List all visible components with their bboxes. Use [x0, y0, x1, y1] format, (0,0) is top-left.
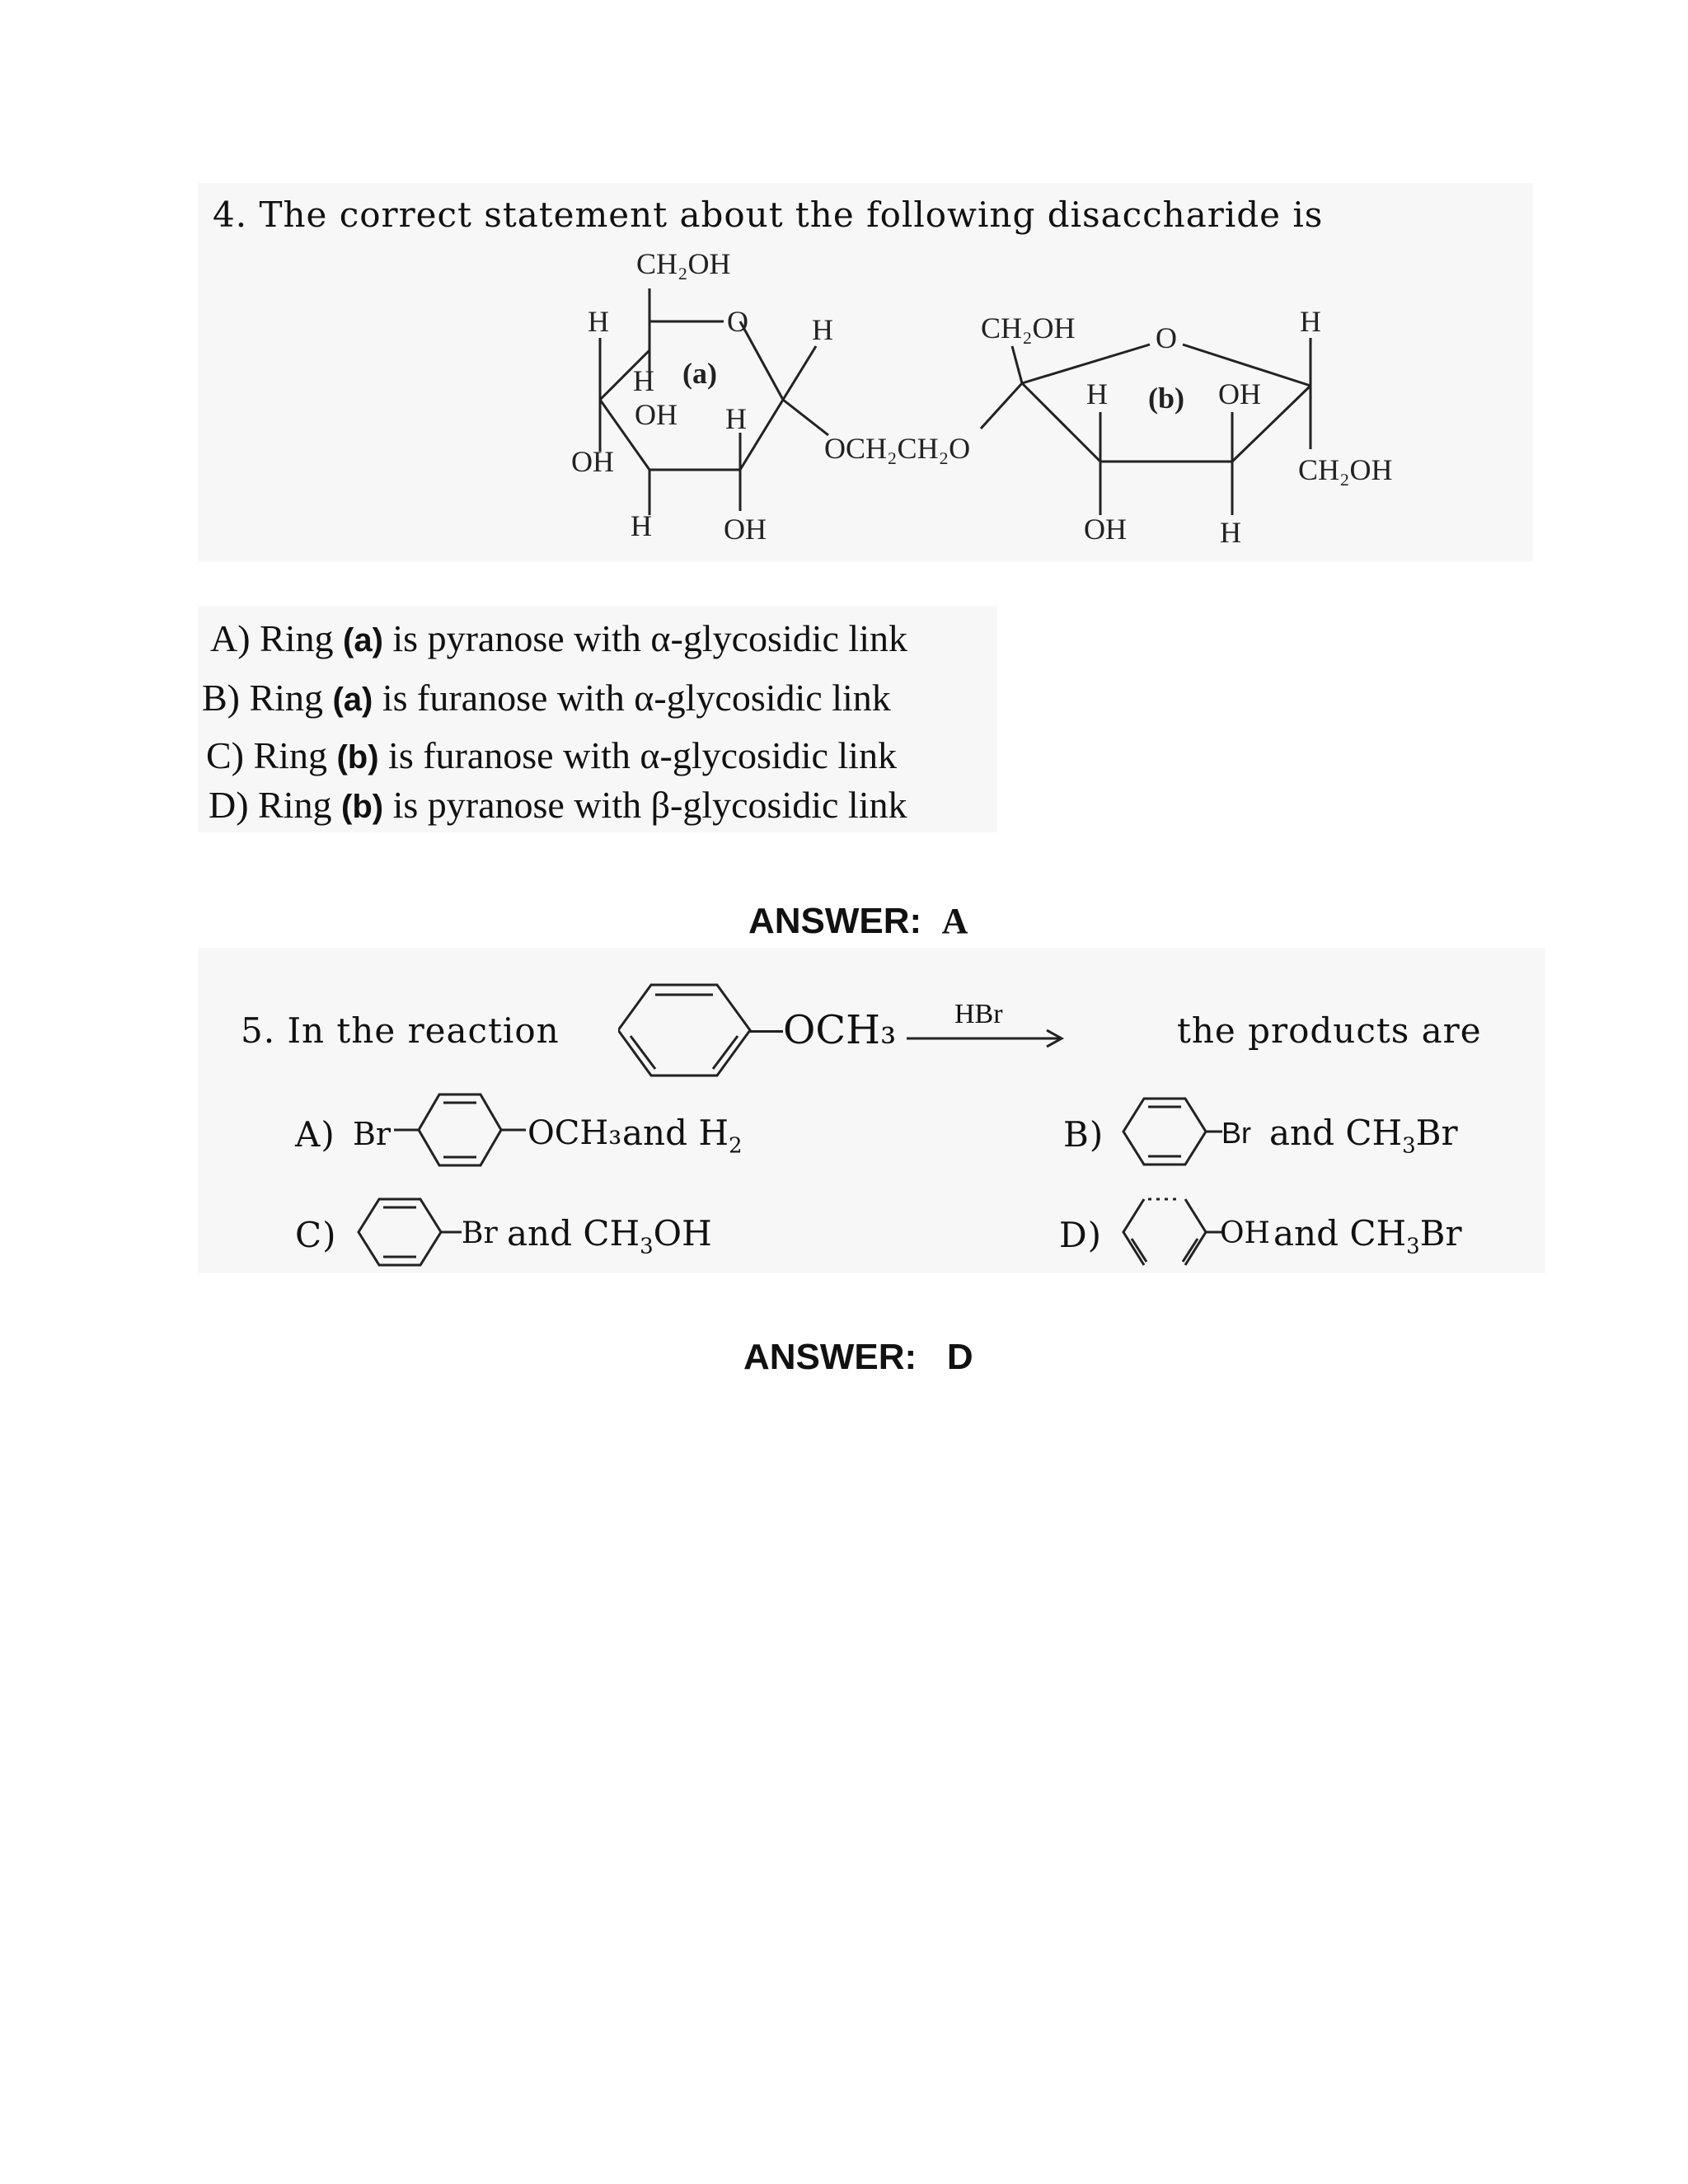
q4-option-a[interactable]: A) Ring (a) is pyranose with α-glycosidic link [210, 617, 907, 659]
ring-a-oxygen-label: O [727, 305, 748, 338]
q5-option-c-sub: Br [462, 1216, 498, 1250]
oh-left-label: OH [571, 445, 614, 478]
oh-c3-label: OH [635, 398, 678, 431]
ch2oh-ring-b-label: CH₂OH [981, 312, 1076, 344]
ring-b-oxygen-label: O [1156, 321, 1177, 354]
ch2oh-right-label: CH₂OH [1298, 453, 1393, 486]
q5-option-d-and: and $CH_3Br$ [1273, 1213, 1462, 1259]
q4-option-b[interactable]: B) Ring (a) is furanose with α-glycosidic link [202, 677, 891, 719]
q5-number: 5. [241, 1010, 276, 1051]
q5-question [241, 1010, 560, 1051]
q4-question [213, 194, 1323, 235]
q4-answer [748, 900, 968, 942]
q5-option-b-letter[interactable]: B) [1063, 1114, 1104, 1155]
q5-option-a-sub: OCH₃ [528, 1114, 622, 1152]
q5-option-c-ring [350, 1193, 466, 1275]
q4-option-c[interactable]: C) Ring (b) is furanose with α-glycosidic link [206, 734, 897, 776]
h-bottom-left-label: H [631, 509, 652, 542]
anisole-benzene-ring [618, 977, 783, 1092]
disaccharide-structure [198, 239, 1533, 560]
q5-option-a-letter[interactable]: A) [295, 1114, 335, 1155]
q4-answer-value: A [941, 901, 968, 941]
oh-bottom-label: OH [724, 513, 767, 546]
linker-label: OCH₂CH₂O [824, 432, 971, 465]
h-ring-b-bottom-label: H [1220, 516, 1241, 549]
q5-option-a-and: and $H_2$ [622, 1113, 743, 1159]
ring-b-label: (b) [1148, 382, 1184, 415]
q5-answer [743, 1337, 973, 1378]
h-ring-b-left-label: H [1086, 377, 1108, 410]
q5-reagent: HBr [954, 999, 1003, 1029]
q5-question-text: In the reaction [287, 1010, 560, 1051]
q4-question-text: The correct statement about the following disaccharide is [259, 194, 1324, 235]
q5-option-b-sub: Br [1221, 1116, 1251, 1150]
ch2oh-top-label: CH₂OH [636, 247, 731, 280]
q5-option-a-prefix: Br [353, 1116, 392, 1152]
q5-answer-label: ANSWER: [743, 1337, 917, 1377]
anomeric-h-label: H [812, 313, 833, 346]
h-top-right-label: H [1300, 305, 1321, 338]
h-c4-label: H [633, 364, 654, 397]
q5-option-d-sub: OH [1220, 1216, 1270, 1250]
ring-a-label: (a) [682, 357, 717, 390]
q5-option-c-and: and $CH_3OH$ [507, 1213, 712, 1259]
q5-option-b-and: and $CH_3Br$ [1269, 1113, 1458, 1159]
q5-option-c-letter[interactable]: C) [295, 1215, 337, 1255]
q5-tail-text: the products are [1177, 1010, 1482, 1051]
anisole-bond [750, 1030, 783, 1033]
q5-substituent: OCH₃ [783, 1007, 897, 1053]
h-c2-label: H [725, 402, 747, 435]
q5-answer-value: D [946, 1337, 973, 1377]
q5-option-d-letter[interactable]: D) [1059, 1215, 1103, 1255]
h-upper-left-label: H [588, 305, 609, 338]
q4-number: 4. [213, 194, 248, 235]
q4-answer-label: ANSWER: [748, 901, 922, 941]
oh-ring-b-bottom-label: OH [1084, 513, 1127, 546]
q5-option-d-ring [1119, 1193, 1226, 1275]
q5-option-a-ring [394, 1086, 526, 1177]
reaction-arrow-icon [907, 1026, 1067, 1051]
q4-option-d[interactable]: D) Ring (b) is pyranose with β-glycosidic link [209, 784, 907, 826]
q5-option-b-ring [1119, 1092, 1226, 1174]
oh-ring-b-right-label: OH [1218, 377, 1261, 410]
